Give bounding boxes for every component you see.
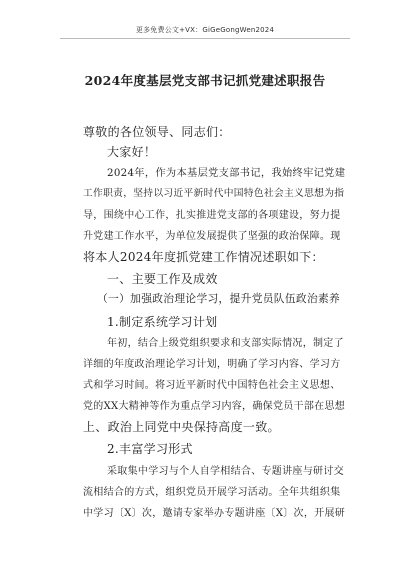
- body-line: 中学习〔X〕次，邀请专家举办专题讲座〔X〕次，开展研: [83, 508, 346, 519]
- body-line: 升党建工作水平，为单位发展提供了坚强的政治保障。现: [83, 231, 341, 242]
- body-line: 式和学习时间。将习近平新时代中国特色社会主义思想、: [83, 380, 341, 391]
- item-heading: 1.制定系统学习计划: [107, 315, 218, 329]
- body-line: 采取集中学习与个人自学相结合、专题讲座与研讨交: [107, 466, 344, 477]
- body-line: 年初，结合上级党组织要求和支部实际情况，制定了: [107, 338, 344, 349]
- header-divider: [60, 38, 350, 39]
- item-heading: 2.丰富学习形式: [107, 442, 193, 456]
- body-line: 导，围绕中心工作，扎实推进党支部的各项建设，努力提: [83, 210, 341, 221]
- page-header: 更多免费公文+VX：GiGeGongWen2024: [135, 26, 275, 34]
- body-line: 党的XX大精神等作为重点学习内容，确保党员干部在思想: [83, 401, 346, 412]
- section-heading: 一、主要工作及成效: [107, 272, 218, 286]
- body-line: 工作职责，坚持以习近平新时代中国特色社会主义思想为指: [83, 188, 345, 199]
- body-line: 上、政治上同党中央保持高度一致。: [83, 420, 280, 434]
- body-line: 将本人2024年度抓党建工作情况述职如下：: [83, 250, 324, 264]
- greeting: 大家好！: [107, 145, 157, 159]
- body-line: 2024年，作为本基层党支部书记，我始终牢记党建: [107, 167, 346, 179]
- document-title: 2024年度基层党支部书记抓党建述职报告: [84, 73, 326, 88]
- body-line: 流相结合的方式，组织党员开展学习活动。全年共组织集: [83, 487, 341, 498]
- body-line: 详细的年度政治理论学习计划，明确了学习内容、学习方: [83, 359, 341, 370]
- subsection-heading: （一）加强政治理论学习，提升党员队伍政治素养: [97, 292, 341, 305]
- salutation: 尊敬的各位领导、同志们：: [83, 125, 231, 139]
